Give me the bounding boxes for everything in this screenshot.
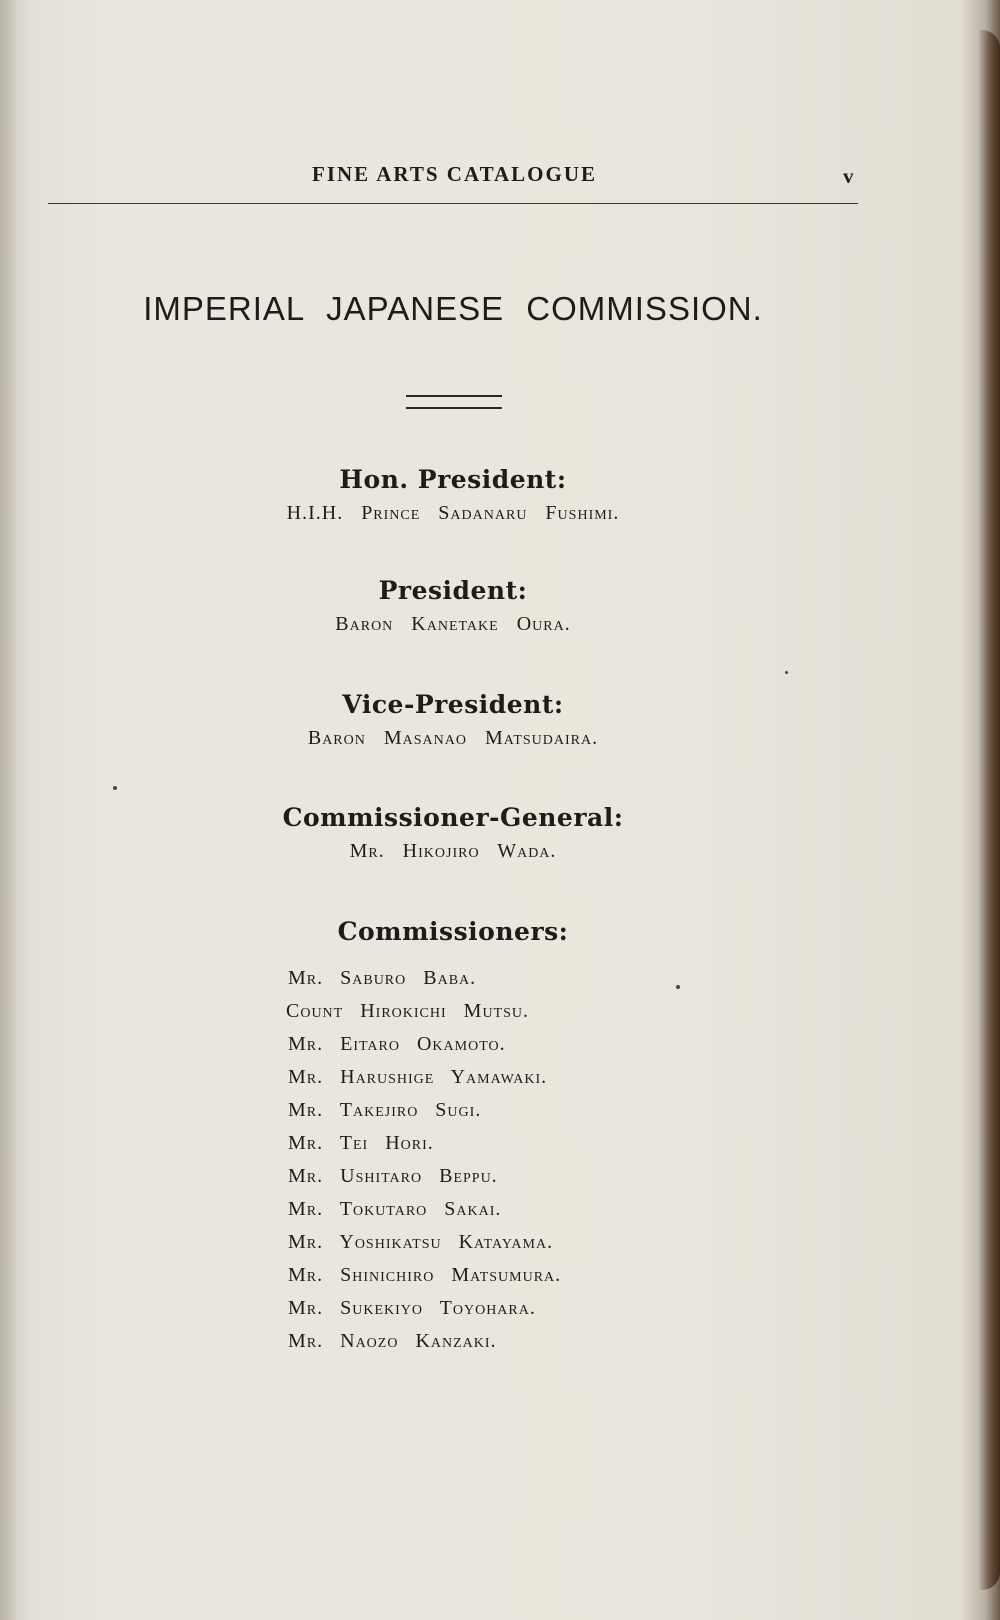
- header-rule: [48, 203, 858, 204]
- title-double-rule: [406, 395, 502, 409]
- list-item: Mr. Saburo Baba.: [288, 967, 477, 989]
- list-item: Mr. Takejiro Sugi.: [288, 1099, 482, 1121]
- list-item: Mr. Ushitaro Beppu.: [288, 1165, 498, 1187]
- section-heading: Hon. President:: [339, 465, 567, 494]
- commissioners-list: [288, 962, 561, 1358]
- running-head: [0, 162, 1000, 192]
- list-item: Mr. Yoshikatsu Katayama.: [288, 1231, 554, 1253]
- list-item: Mr. Harushige Yamawaki.: [288, 1066, 548, 1088]
- section-name: Baron Kanetake Oura.: [335, 613, 571, 635]
- section-commissioner-general: [0, 803, 906, 863]
- section-heading: Commissioner-General:: [282, 803, 624, 832]
- page-title: IMPERIAL JAPANESE COMMISSION.: [143, 290, 763, 327]
- section-commissioners: [0, 917, 906, 946]
- list-item: Mr. Tokutaro Sakai.: [288, 1198, 502, 1220]
- running-head-title: FINE ARTS CATALOGUE: [312, 162, 598, 186]
- section-hon-president: [0, 465, 906, 525]
- section-heading: President:: [378, 576, 528, 605]
- section-name: H.I.H. Prince Sadanaru Fushimi.: [286, 502, 620, 524]
- list-item: Mr. Shinichiro Matsumura.: [288, 1264, 562, 1286]
- section-heading: Vice-President:: [342, 690, 564, 719]
- list-item: Mr. Naozo Kanzaki.: [288, 1330, 497, 1352]
- paper-speck: [676, 985, 680, 989]
- section-name: Mr. Hikojiro Wada.: [349, 840, 557, 862]
- page-number: v: [843, 164, 854, 188]
- book-cover-edge: [978, 30, 1000, 1590]
- list-item: Mr. Eitaro Okamoto.: [288, 1033, 506, 1055]
- section-name: Baron Masanao Matsudaira.: [307, 727, 599, 749]
- section-president: [0, 576, 906, 636]
- paper-speck: [785, 671, 788, 674]
- list-item: Mr. Sukekiyo Toyohara.: [288, 1297, 536, 1319]
- section-heading: Commissioners:: [337, 917, 569, 946]
- list-item: Mr. Tei Hori.: [288, 1132, 434, 1154]
- paper-speck: [113, 786, 117, 790]
- list-item: Count Hirokichi Mutsu.: [286, 1000, 530, 1022]
- section-vice-president: [0, 690, 906, 750]
